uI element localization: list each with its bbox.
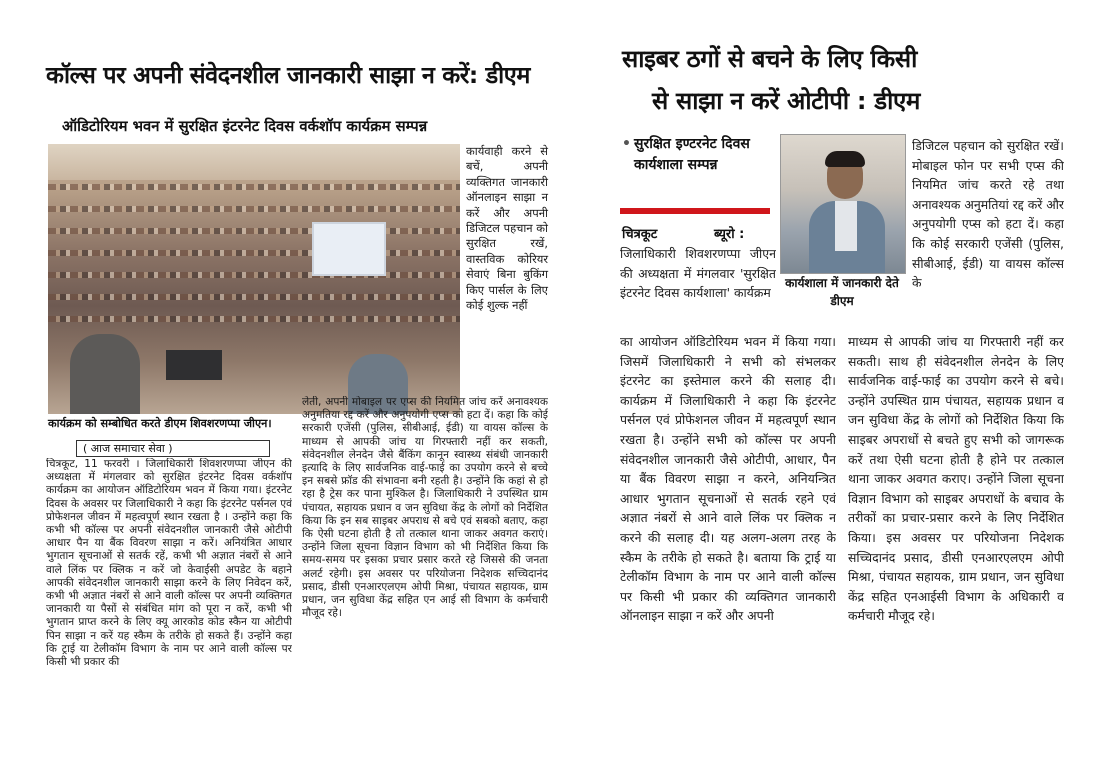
dateline-place: चित्रकूट: [622, 227, 658, 242]
right-column-1-bottom: का आयोजन ऑडिटोरियम भवन में किया गया। जिसमें जिलाधिकारी ने सभी को संभलकर इंटरनेट का इस्तेमाल करने की सलाह दी। कार्यक्रम में जिलाधिकारी ने कहा कि इंटरनेट पर्सनल एवं प्रोफेशनल जीवन में महत्वपूर्ण स्थान रखता है। उन्होंने सभी को कॉल्स पर अपनी संवेदनशील जानकारी जैसे ओटीपी, आधार, पैन या बैंक विवरण साझा न करने, अनियन्त्रित आधार भुगतान सूचनाओं से सतर्क रहने एवं अज्ञात नंबरों से आने वाले लिंक पर क्लिक न करने की सलाह दी। यह अलग-अलग तरह के स्कैम के तरीके हो सकते है। बताया कि ट्राई या टेलीकॉम विभाग के नाम पर आने वाली कॉल्स पर किसी भी प्रकार की व्यक्तिगत जानकारी ऑनलाइन साझा न करें और अपनी: [620, 334, 836, 624]
right-column-2-bottom: माध्यम से आपकी जांच या गिरफ्तारी नहीं कर सकती। साथ ही संवेदनशील लेनदेन के लिए सार्वजनिक वाई-फाई का उपयोग करने से बचे। उन्होंने उपस्थित ग्राम पंचायत, सहायक प्रधान व जन सुविधा केंद्र के लोगों को निर्देशित किया कि साइबर अपराधों से बचते हुए सभी को जागरूक करें तथा ऐसी घटना होती है होने पर तत्काल थाना जाकर अवगत कराए। उन्होंने जिला सूचना विज्ञान विभाग को साइबर अपराधों के बचाव के तरीकों का प्रचार-प्रसार करने के लिए निर्देशित किया। इस अवसर पर परियोजना निदेशक सच्चिदानंद प्रसाद, डीसी एनआरएलएम ओपी मिश्रा, पंचायत सहायक, ग्राम प्रधान, जन सुविधा केंद्र सहित एनआईसी विभाग के अधिकारी व कर्मचारी मौजूद रहे।: [848, 334, 1064, 624]
dateline-bureau: ब्यूरो :: [714, 227, 745, 242]
left-column-1: चित्रकूट, 11 फरवरी । जिलाधिकारी शिवशरणप्पा जीएन की अध्यक्षता में मंगलवार को सुरक्षित इंटरनेट दिवस वर्कशॉप कार्यक्रम का आयोजन ऑडिटोरियम भवन में किया गया। इंटरनेट दिवस के अवसर पर जिलाधिकारी ने कहा कि इंटरनेट पर्सनल एवं प्रोफेशनल जीवन में महत्वपूर्ण स्थान रखता है । उन्होंने कहा कि कभी भी कॉल्स पर अपनी संवेदनशील जानकारी जैसे ओटीपी आधार पैन या बैंक विवरण साझा न करें। अनियंत्रित आधार भुगतान सूचनाओं से सतर्क रहें, कभी भी अज्ञात नंबरों से आने वाले लिंक पर क्लिक न करें जो केवाईसी अपडेट के बहाने आपकी संवेदनशील जानकारी साझा करने के लिए निवेदन करें, कभी भी अज्ञात नंबरों से आने वाली कॉल्स पर अपनी व्यक्तिगत जानकारी या पैसों से संबंधित मांग को पूरा न करें, कभी भी भुगतान प्राप्त करने के लिए क्यू आरकोड कोड स्कैन या ओटीपी पिन साझा न करें यह स्कैम के तरीके हो सकते हैं। उन्होंने कहा कि ट्राई या टेलीकॉम विभाग के नाम पर आने वाली कॉल्स पर किसी भी प्रकार की: [46, 458, 292, 669]
right-column-1-top: जिलाधिकारी शिवशरणप्पा जीएन की अध्यक्षता में मंगलवार 'सुरक्षित इंटरनेट दिवस कार्यशाला' कार्यक्रम: [620, 246, 776, 301]
right-subhead: सुरक्षित इण्टरनेट दिवस कार्यशाला सम्पन्न: [634, 136, 750, 173]
left-column-2: लेती, अपनी मोबाइल पर एप्स की नियमित जांच करें अनावश्यक अनुमतिया रद्द करें और अनुपयोगी एप्स को हटा दें। कहा कि कोई सरकारी एजेंसी (पुलिस, सीबीआई, ईडी) या वायस कॉल्स के माध्यम से आपकी जांच या गिरफ्तारी नहीं कर सकती, संवेदनशील लेनदेन जैसे बैंकिंग कानून स्वास्थ्य संबंधी जानकारी इत्यादि के लिए सार्वजनिक वाई-फाई का उपयोग करने से बच्चे इन सबसे फ्रॉड की संभावना बनी रहती है। उन्होंने कि कहां से हो रहा है ट्रेस कर पाना मुश्किल है। जिलाधिकारी ने उपस्थित ग्राम पंचायत, सहायक प्रधान व जन सुविधा केंद्र के लोगों को निर्देशित किया कि इन सब साइबर अपराध से बचे एवं सबको बताए, कहा कि ऐसी घटना होती है तो तत्काल थाना जाकर अवगत कराएं। उन्होंने जिला सूचना विज्ञान विभाग को भी निर्देशित किया कि समय-समय पर इसका प्रचार प्रसार करते रहे जिससे की जनता अलर्ट रहेगी। इस अवसर पर परियोजना निदेशक सच्चिदानंद प्रसाद, डीसी एनआरएलएम ओपी मिश्रा, पंचायत सहायक, ग्राम प्रधान, जन सुविधा केंद्र सहित एन आई सी विभाग के कर्मचारी मौजूद रहे।: [302, 396, 548, 620]
auditorium-photo: [48, 144, 460, 414]
left-subheadline: ऑडिटोरियम भवन में सुरक्षित इंटरनेट दिवस वर्कशॉप कार्यक्रम सम्पन्न: [62, 118, 428, 135]
left-side-column: कार्यवाही करने से बचें, अपनी व्यक्तिगत जानकारी ऑनलाइन साझा न करें और अपनी डिजिटल पहचान को सुरक्षित रखें, वास्तविक कोरियर सेवाएं बिना बुकिंग किए पार्सल के लिए कोई शुल्क नहीं: [466, 144, 548, 313]
right-column-2-top: डिजिटल पहचान को सुरक्षित रखें। मोबाइल फोन पर सभी एप्स की नियमित जांच करते रहे तथा अनावश्यक अनुमतियां रद्द करें और अनुपयोगी एप्स को हटा दें। कहा कि कोई सरकारी एजेंसी (पुलिस, सीबीआई, ईडी) या वायस कॉल्स के: [912, 138, 1064, 291]
red-rule: [620, 208, 770, 214]
left-byline: ( आज समाचार सेवा ): [76, 440, 270, 457]
right-headline-line-1: साइबर ठगों से बचने के लिए किसी: [622, 45, 918, 73]
dm-photo: [780, 134, 906, 274]
right-photo-caption: कार्यशाला में जानकारी देते डीएम: [785, 276, 899, 308]
left-photo-caption: कार्यक्रम को सम्बोधित करते डीएम शिवशरणप्पा जीएन।: [48, 417, 272, 430]
left-clipping: [40, 52, 552, 742]
right-clipping: [614, 38, 1070, 734]
right-headline-line-2: से साझा न करें ओटीपी : डीएम: [652, 87, 921, 115]
left-headline: कॉल्स पर अपनी संवेदनशील जानकारी साझा न करें: डीएम: [46, 61, 530, 89]
right-subhead-bullet: •: [622, 136, 631, 152]
